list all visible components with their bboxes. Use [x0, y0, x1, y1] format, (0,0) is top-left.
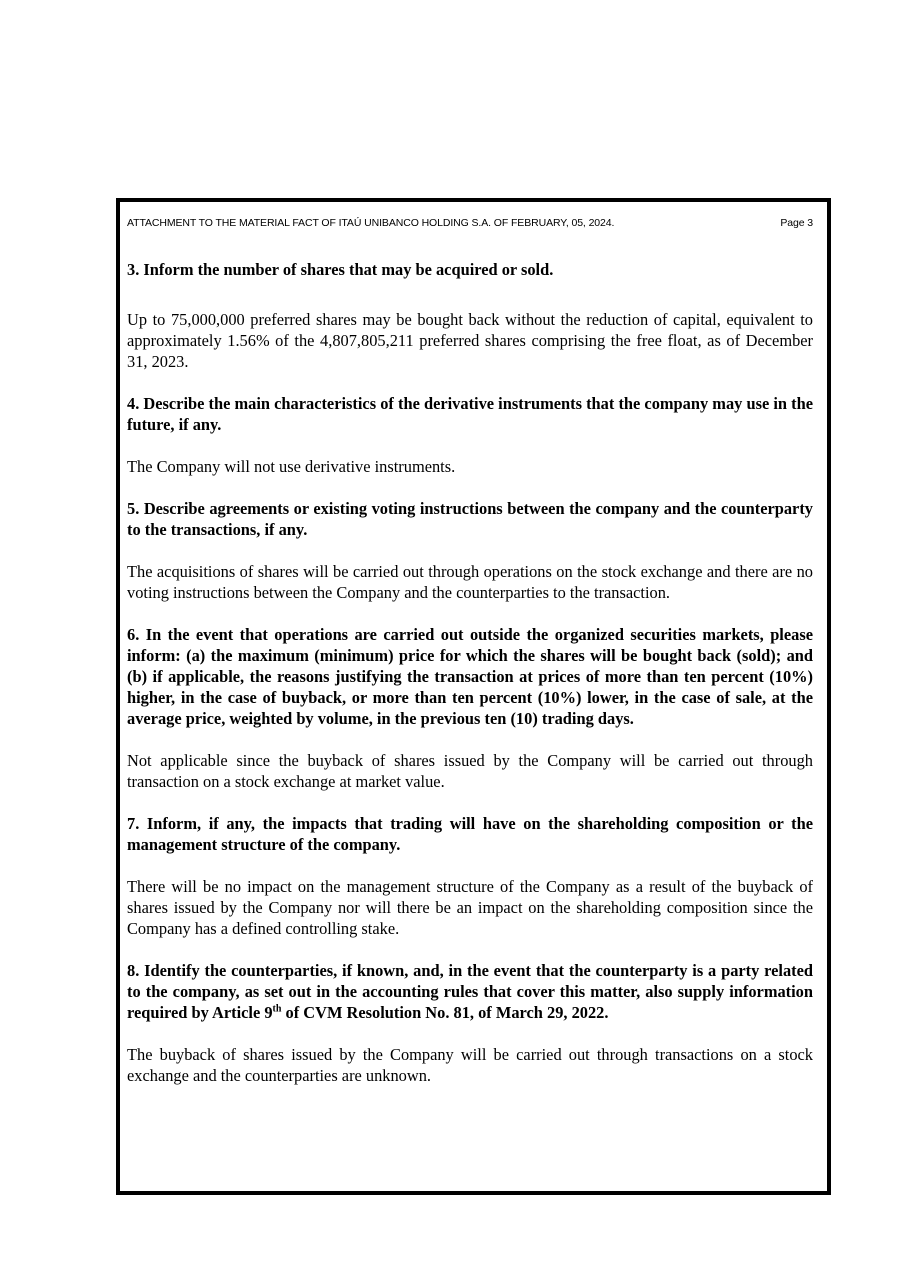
section-8-answer: The buyback of shares issued by the Company will be carried out through transactions on a stock exchange and the counterparties are unknown.	[127, 1045, 813, 1085]
section-8-question-text: 8. Identify the counterparties, if known, and, in the event that the counterparty is a party related to the company, as set out in the accounting rules that cover this matter, also supply information required by Article 9	[127, 961, 813, 1022]
section-5-answer: The acquisitions of shares will be carried out through operations on the stock exchange and there are no voting instructions between the Company and the counterparties to the transaction.	[127, 562, 813, 602]
section-8-question	[127, 960, 813, 1023]
section-6-answer: Not applicable since the buyback of shares issued by the Company will be carried out through transaction on a stock exchange at market value.	[127, 751, 813, 791]
document-content	[127, 259, 813, 1086]
document-frame	[116, 198, 831, 1195]
section-6-question: 6. In the event that operations are carried out outside the organized securities markets, please inform: (a) the maximum (minimum) price for which the shares will be bought back (sold); and (b) if applicable, the reasons justifying the transaction at prices of more than ten percent (10%) higher, in the case of buyback, or more than ten percent (10%) lower, in the case of sale, at the average price, weighted by volume, in the previous ten (10) trading days.	[127, 625, 813, 728]
header-title: ATTACHMENT TO THE MATERIAL FACT OF ITAÚ UNIBANCO HOLDING S.A. OF FEBRUARY, 05, 2024.	[127, 217, 615, 229]
section-4-answer: The Company will not use derivative instruments.	[127, 457, 456, 476]
section-7-answer: There will be no impact on the management structure of the Company as a result of the buyback of shares issued by the Company nor will there be an impact on the shareholding composition since the Company has a defined controlling stake.	[127, 877, 813, 938]
section-3-question: 3. Inform the number of shares that may be acquired or sold.	[127, 260, 554, 279]
section-5-question: 5. Describe agreements or existing voting instructions between the company and the counterparty to the transactions, if any.	[127, 499, 813, 539]
section-4-question: 4. Describe the main characteristics of the derivative instruments that the company may use in the future, if any.	[127, 394, 813, 434]
section-7-question: 7. Inform, if any, the impacts that trading will have on the shareholding composition or the management structure of the company.	[127, 814, 813, 854]
document-body	[127, 216, 813, 1107]
section-8-superscript: th	[272, 1003, 282, 1015]
page-header	[127, 216, 813, 230]
page-number: Page 3	[780, 217, 813, 229]
section-8-question-text-end: of CVM Resolution No. 81, of March 29, 2022.	[281, 1003, 609, 1022]
section-3-answer: Up to 75,000,000 preferred shares may be bought back without the reduction of capital, equivalent to approximately 1.56% of the 4,807,805,211 preferred shares comprising the free float, as of December 31, 2023.	[127, 310, 813, 371]
